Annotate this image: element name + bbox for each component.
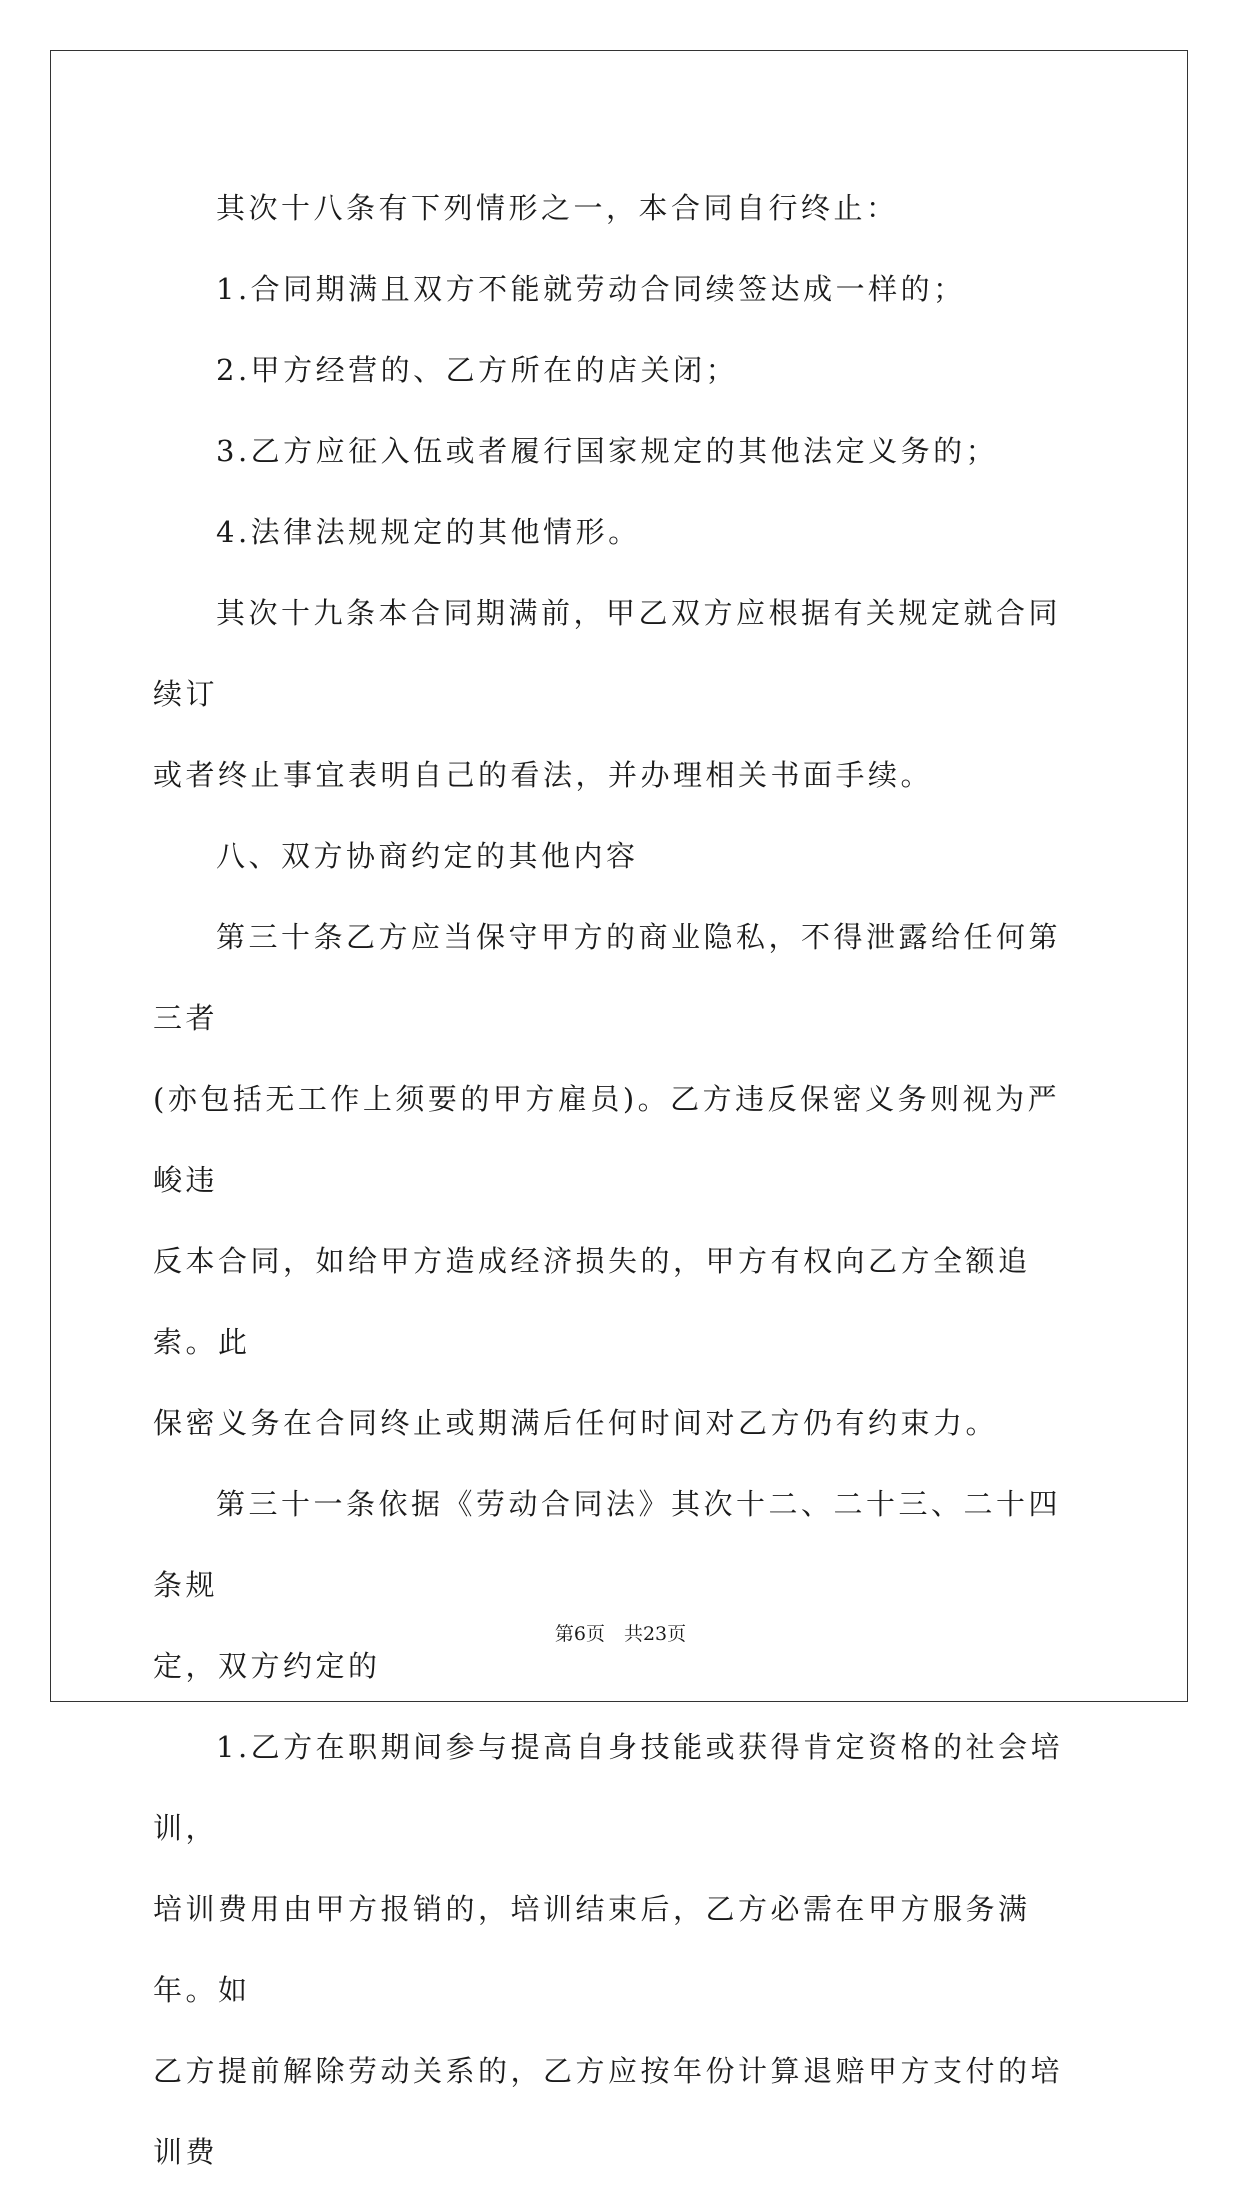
text-line: 第三十条乙方应当保守甲方的商业隐私，不得泄露给任何第三者 — [153, 920, 1062, 1035]
paragraph — [153, 897, 1087, 1464]
paragraph — [153, 1707, 1087, 2193]
text-line: 其次十八条有下列情形之一，本合同自行终止： — [216, 191, 899, 225]
paragraph — [153, 168, 1087, 249]
text-line: 反本合同，如给甲方造成经济损失的，甲方有权向乙方全额追索。此 — [153, 1244, 1031, 1359]
text-line: 4.法律法规规定的其他情形。 — [216, 515, 641, 549]
text-line: 培训费用由甲方报销的，培训结束后，乙方必需在甲方服务满年。如 — [153, 1892, 1031, 2007]
paragraph — [153, 492, 1087, 573]
text-line: 其次十九条本合同期满前，甲乙双方应根据有关规定就合同续订 — [153, 596, 1062, 711]
text-line: 乙方提前解除劳动关系的，乙方应按年份计算退赔甲方支付的培训费 — [153, 2054, 1064, 2169]
text-line: 八、双方协商约定的其他内容 — [216, 839, 639, 873]
paragraph — [153, 411, 1087, 492]
paragraph — [153, 816, 1087, 897]
text-line: 第三十一条依据《劳动合同法》其次十二、二十三、二十四条规 — [153, 1487, 1062, 1602]
text-line: 定，双方约定的 — [153, 1649, 381, 1683]
paragraph — [153, 1464, 1087, 1707]
text-line: (亦包括无工作上须要的甲方雇员)。乙方违反保密义务则视为严峻违 — [153, 1082, 1061, 1197]
document-body — [153, 168, 1087, 2193]
paragraph — [153, 249, 1087, 330]
paragraph — [153, 330, 1087, 411]
text-line: 或者终止事宜表明自己的看法，并办理相关书面手续。 — [153, 758, 934, 792]
page-number-footer: 第6页 共23页 — [554, 1623, 687, 1645]
text-line: 1.乙方在职期间参与提高自身技能或获得肯定资格的社会培训， — [153, 1730, 1064, 1845]
text-line: 3.乙方应征入伍或者履行国家规定的其他法定义务的； — [216, 434, 999, 468]
paragraph — [153, 573, 1087, 816]
text-line: 2.甲方经营的、乙方所在的店关闭； — [216, 353, 739, 387]
text-line: 1.合同期满且双方不能就劳动合同续签达成一样的； — [216, 272, 966, 306]
text-line: 保密义务在合同终止或期满后任何时间对乙方仍有约束力。 — [153, 1406, 999, 1440]
